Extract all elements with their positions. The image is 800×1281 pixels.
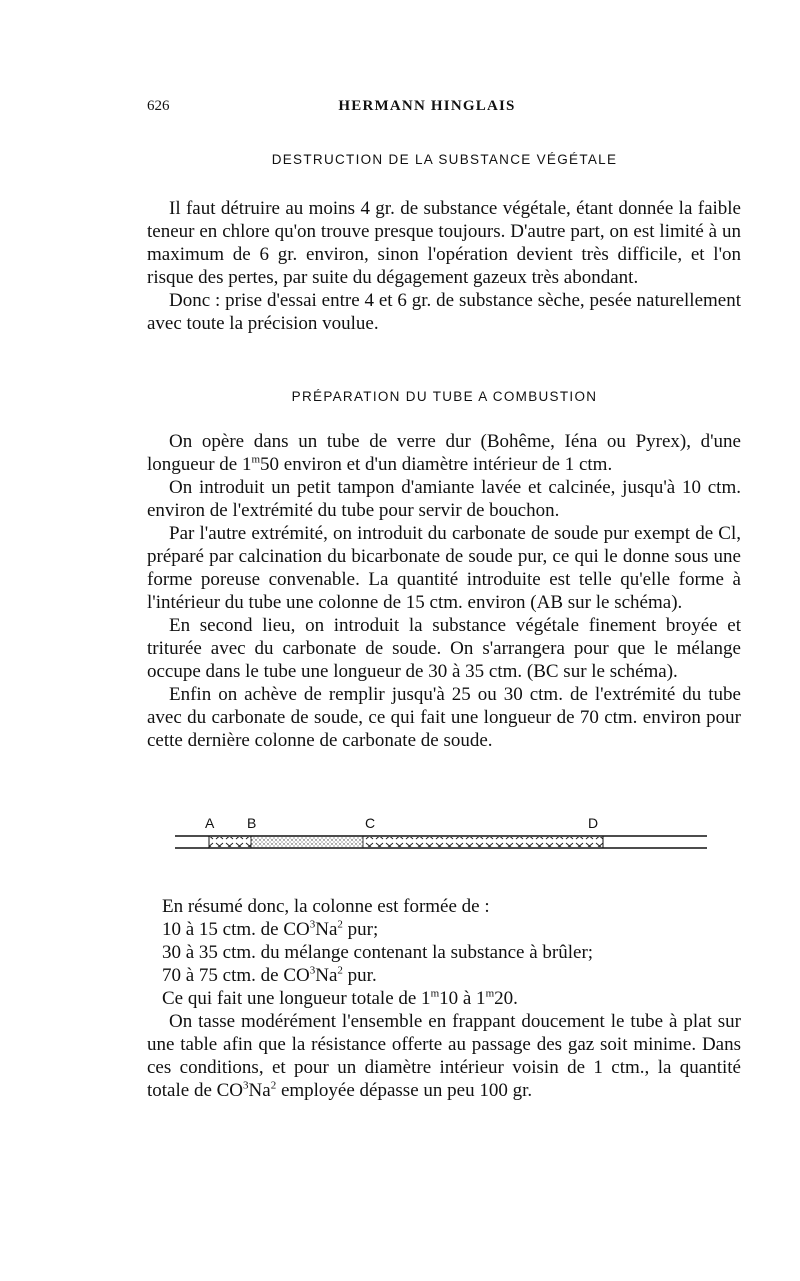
combustion-tube-diagram	[175, 815, 710, 855]
diagram-label-a: A	[205, 815, 215, 831]
summary-item: 10 à 15 ctm. de $CO^3Na^2$ pur;	[162, 918, 379, 940]
diagram-label-d: D	[588, 815, 599, 831]
segment-bc	[251, 837, 363, 847]
segment-cd	[363, 837, 603, 847]
section-preparation-body	[147, 430, 741, 752]
paragraph: Il faut détruire au moins 4 gr. de substance végétale, étant donnée la faible teneur en chlore qu'on trouve presque toujours. D'autre part, on est limité à un maximum de 6 gr. environ, sinon l'opération devient très difficile, et l'on risque des pertes, par suite du dégagement gazeux très abondant.	[147, 198, 741, 288]
segment-ab	[209, 837, 251, 847]
paragraph: On opère dans un tube de verre dur (Bohême, Iéna ou Pyrex), d'une longueur de 1$^m$50 environ et d'un diamètre intérieur de 1 ctm.	[147, 431, 741, 475]
summary-total: Ce qui fait une longueur totale de 1$^m$10 à 1$^m$20.	[162, 987, 518, 1009]
paragraph: Enfin on achève de remplir jusqu'à 25 ou 30 ctm. de l'extrémité du tube avec du carbonate de soude, ce qui fait une longueur de 70 ctm. environ pour cette dernière colonne de carbonate de soude.	[147, 684, 741, 751]
section-heading-preparation: PRÉPARATION DU TUBE A COMBUSTION	[291, 389, 598, 404]
running-title: HERMANN HINGLAIS	[338, 98, 516, 114]
page-header	[147, 98, 707, 120]
closing-paragraph-block	[147, 1010, 741, 1102]
summary-intro: En résumé donc, la colonne est formée de :	[162, 896, 490, 917]
diagram-label-b: B	[247, 815, 257, 831]
summary-item: 30 à 35 ctm. du mélange contenant la substance à brûler;	[162, 942, 594, 963]
diagram-label-c: C	[365, 815, 376, 831]
paragraph: Donc : prise d'essai entre 4 et 6 gr. de substance sèche, pesée naturellement avec toute la précision voulue.	[147, 290, 741, 334]
tube-drawing	[175, 831, 710, 851]
paragraph: On tasse modérément l'ensemble en frappant doucement le tube à plat sur une table afin que la résistance offerte au passage des gaz soit minime. Dans ces conditions, et pour un diamètre intérieur voisin de 1 ctm., la quantité totale de $CO^3Na^2$ employée dépasse un peu 100 gr.	[147, 1011, 741, 1101]
page-number: 626	[147, 98, 170, 114]
paragraph: En second lieu, on introduit la substance végétale finement broyée et triturée avec du carbonate de soude. On s'arrangera pour que le mélange occupe dans le tube une longueur de 30 à 35 ctm. (BC sur le schéma).	[147, 615, 741, 682]
summary-item: 70 à 75 ctm. de $CO^3Na^2$ pur.	[162, 964, 377, 986]
section-heading-destruction: DESTRUCTION DE LA SUBSTANCE VÉGÉTALE	[271, 152, 618, 167]
summary-list	[162, 895, 742, 1010]
paragraph: Par l'autre extrémité, on introduit du carbonate de soude pur exempt de Cl, préparé par calcination du bicarbonate de soude pur, ce qui le donne sous une forme poreuse convenable. La quantité introduite est telle qu'elle forme à l'intérieur du tube une colonne de 15 ctm. environ (AB sur le schéma).	[147, 523, 741, 613]
paragraph: On introduit un petit tampon d'amiante lavée et calcinée, jusqu'à 10 ctm. environ de l'extrémité du tube pour servir de bouchon.	[147, 477, 741, 521]
section-destruction-body	[147, 197, 741, 335]
